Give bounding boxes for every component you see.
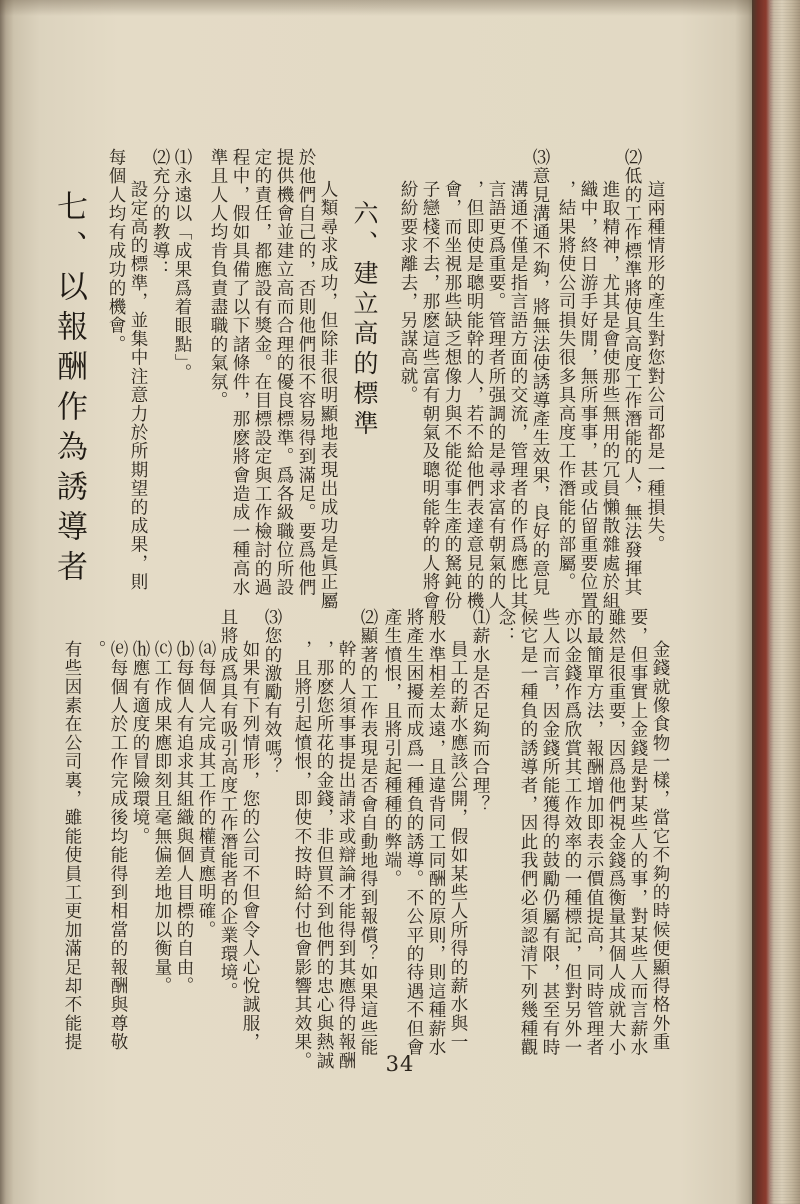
lower-col-27: 有些因素在公司裏，雖能使員工更加滿足却不能提 (62, 640, 82, 1052)
upper-col-8: 言語更爲重要。管理者所强調的是尋求富有朝氣的人 (486, 180, 506, 611)
lower-col-20: 且將成爲具有吸引高度工作潛能者的企業環境。 (218, 608, 238, 1001)
lower-col-15: 幹的人須事事提出請求或辯論才能得到其應得的報酬 (336, 640, 356, 1071)
upper-col-23: 每個人均有成功的機會。 (106, 148, 126, 354)
lower-col-25: ⒠每個人於工作完成後均能得到相當的報酬與尊敬 (108, 640, 128, 1052)
upper-col-5: ，結果將使公司損失很多具高度工作潛能的部屬。 (556, 180, 576, 592)
lower-col-4: 的最簡單方法，報酬增加即表示價值提高，同時管理者 (584, 608, 604, 1057)
lower-col-9: ⑴薪水是否足夠而合理？ (470, 608, 490, 814)
lower-col-2: 要，但事實上金錢是對某些人的事，對某些人而言薪水 (628, 608, 648, 1057)
book-binding-edge (752, 0, 800, 1204)
upper-col-18: 程中，假如具備了以下諸條件，那麽將會造成一種高水 (230, 148, 250, 597)
lower-col-13: 產生憤恨，且將引起種種的弊端。 (382, 608, 402, 889)
upper-col-7: 溝通不僅是指言語方面的交流，管理者的作爲應比其 (508, 180, 528, 611)
upper-col-14: 人類尋求成功，但除非很明顯地表現出成功是眞正屬 (318, 180, 338, 611)
page-edge-texture (770, 0, 800, 1204)
upper-col-12: 紛紛要求離去，另謀高就。 (398, 180, 418, 405)
upper-col-15: 於他們自己的，否則他們很不容易得到滿足。要爲他們 (296, 148, 316, 597)
section-heading-7: 七、以報酬作為誘導者 (51, 190, 87, 590)
section-heading-6: 六、建立高的標準 (350, 200, 379, 440)
lower-col-6: 些人而言，因金錢所能獲得的鼓勵仍屬有限，甚至有時 (540, 608, 560, 1057)
lower-col-14: ⑵顯著的工作表現是否會自動地得到報償？如果這些能 (358, 608, 378, 1057)
lower-col-23: ⒞工作成果應即刻且毫無偏差地加以衡量。 (152, 640, 172, 996)
lower-col-7: 候它是一種負的誘導者，因此我們必須認清下列幾種觀 (518, 608, 538, 1057)
page-number: 34 (385, 1052, 415, 1076)
upper-col-3: 進取精神，尤其是會使那些無用的冗員懶散雜處於組 (600, 180, 620, 611)
upper-col-11: 子戀棧不去，那麽這些富有朝氣及聰明能幹的人將會 (420, 180, 440, 611)
page-top-shadow (0, 0, 800, 16)
upper-col-17: 定的責任，都應設有獎金。在目標設定與工作檢討的過 (252, 148, 272, 597)
lower-col-18: ⑶您的激勵有效嗎？ (262, 608, 282, 777)
lower-col-17: ，且將引起憤恨，即使不按時給付也會影響其效果。 (292, 640, 312, 1071)
lower-col-21: ⒜每個人完成其工作的權責應明確。 (196, 640, 216, 940)
upper-col-16: 提供機會並建立高而合理的優良標準。爲各級職位所設 (274, 148, 294, 597)
lower-col-3: 雖然是很重要，因爲他們視金錢爲衡量其個人成就大小 (606, 608, 626, 1057)
lower-col-19: 如果有下列情形，您的公司不但會令人心悅誠服， (240, 640, 260, 1052)
lower-col-5: 亦以金錢作爲欣賞其工作效率的一種標記，但對另外一 (562, 608, 582, 1057)
upper-col-2: ⑵低的工作標準將使具高度工作潛能的人，無法發揮其 (622, 148, 642, 597)
upper-col-20: ⑴永遠以「成果爲着眼點」。 (172, 148, 192, 383)
lower-col-16: ，那麽您所花的金錢，非但買不到他們的忠心與熱誠 (314, 640, 334, 1071)
upper-col-9: ，但即使是聰明能幹的人，若不給他們表達意見的機 (464, 180, 484, 611)
lower-col-26: 。 (86, 640, 106, 659)
upper-col-19: 準且人人均肯負責盡職的氣氛。 (208, 148, 228, 410)
lower-col-22: ⒝每個人有追求其組織與個人目標的自由。 (174, 640, 194, 996)
upper-col-6: ⑶意見溝通不夠，將無法使誘導產生效果，良好的意見 (530, 148, 550, 597)
lower-col-8: 念： (496, 608, 516, 646)
upper-col-1: 這兩種情形的產生對您對公司都是一種損失。 (645, 180, 665, 554)
lower-col-10: 員工的薪水應該公開，假如某些人所得的薪水與一 (448, 640, 468, 1052)
upper-col-22: 設定高的標準，並集中注意力於所期望的成果，則 (128, 180, 148, 592)
lower-col-11: 般水準相差太遠，且違背同工同酬的原則，則這種薪水 (426, 608, 446, 1057)
upper-col-10: 會，而坐視那些缺乏想像力與不能從事生產的駑鈍份 (442, 180, 462, 611)
lower-col-1: 金錢就像食物一樣，當它不夠的時候便顯得格外重 (650, 640, 670, 1052)
upper-col-21: ⑵充分的教導： (150, 148, 170, 279)
lower-col-24: ⒣應有適度的冒險環境。 (130, 640, 150, 846)
lower-col-12: 將產生困擾而成爲一種負的誘導。不公平的待遇不但會 (404, 608, 424, 1057)
upper-col-4: 織中，終日游手好閒，無所事事，甚或佔留重要位置 (578, 180, 598, 611)
